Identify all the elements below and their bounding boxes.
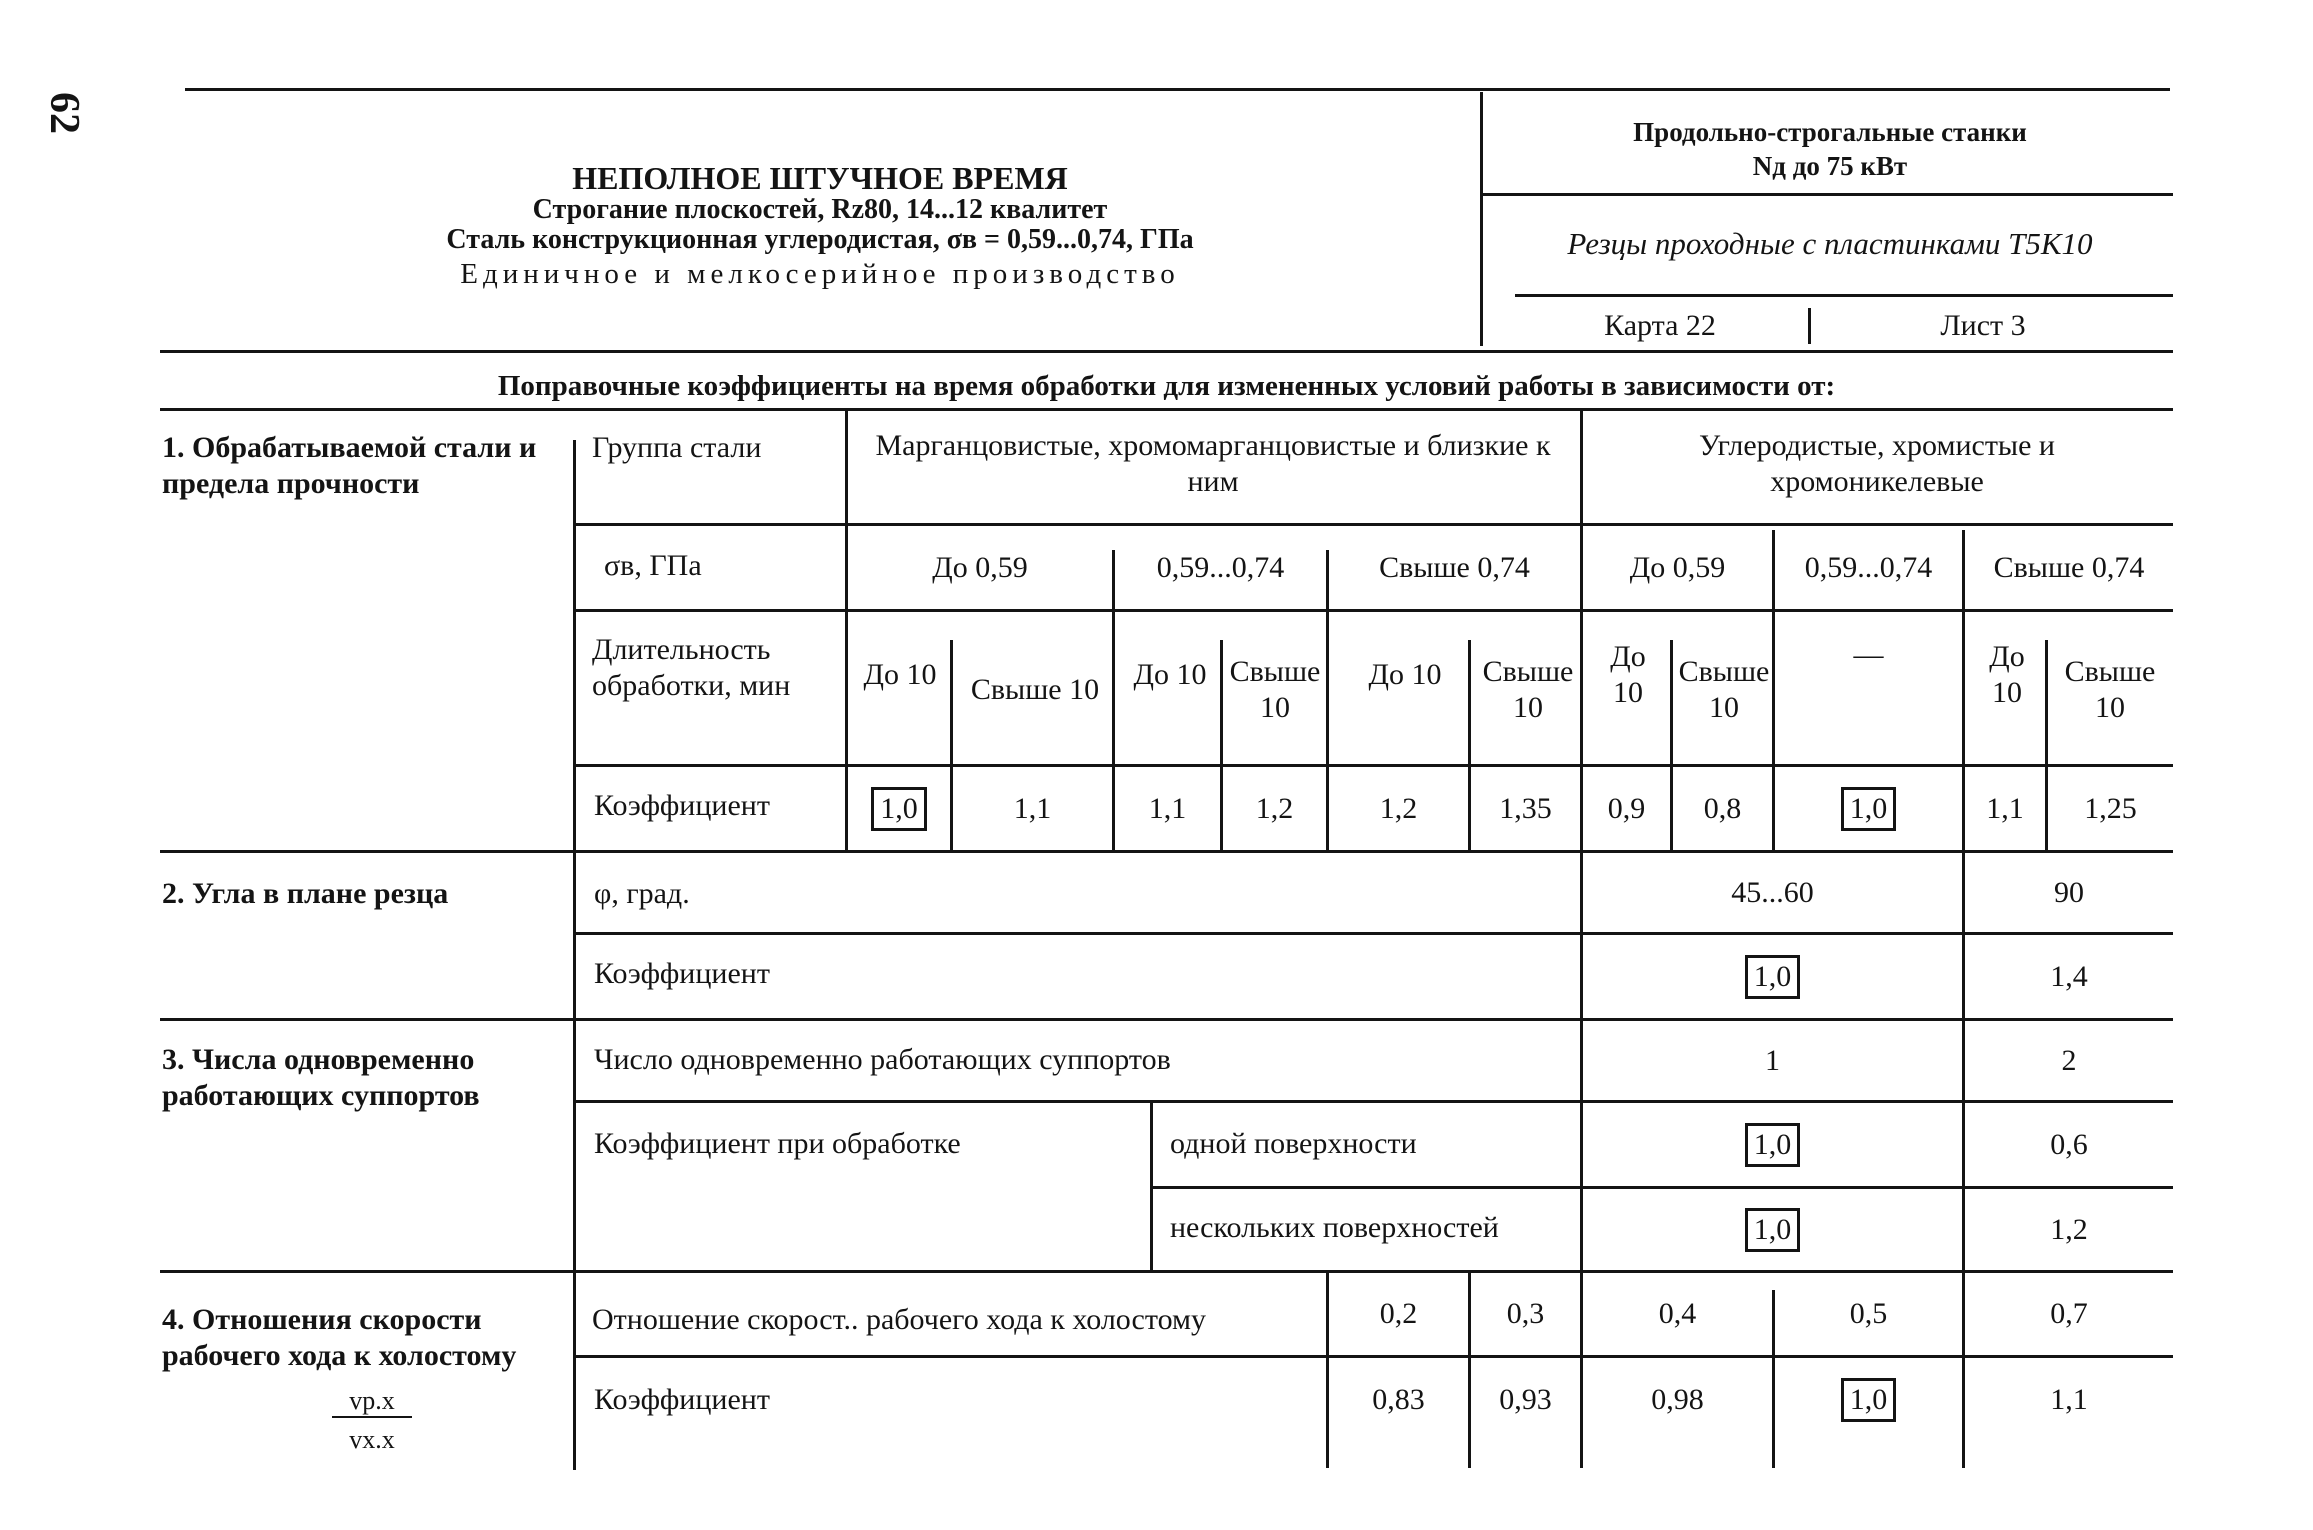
header-rule-2: [1515, 294, 2173, 297]
s1-coef-3: 1,2: [1255, 791, 1294, 825]
s4-ratio-0: 0,2: [1379, 1297, 1418, 1330]
s3-coef-one-1: 0,6: [2050, 1127, 2088, 1161]
s2-phi-1: 90: [2054, 875, 2084, 909]
s1-duration-label: Длительность обработки, мин: [592, 633, 791, 702]
s1-dur-b2-over: Свыше 10: [2064, 655, 2156, 724]
s2-coef-1: 1,4: [2050, 959, 2088, 993]
header-vertical-divider: [1480, 92, 1483, 346]
s4-coef-1: 0,93: [1499, 1383, 1552, 1416]
s1-sigma-b-1: 0,59...0,74: [1804, 550, 1933, 584]
s4-ratio-label: Отношение скорост.. рабочего хода к холостому: [592, 1303, 1206, 1336]
s1-dur-a0-upto: До 10: [863, 658, 937, 691]
s1-sigma-b-2: Свыше 0,74: [1993, 550, 2145, 584]
label-column-divider: [573, 440, 576, 1470]
s1-dur-a1-upto: До 10: [1133, 658, 1207, 691]
card-sheet-divider: [1808, 308, 1811, 344]
s1-coef-6: 0,9: [1607, 791, 1646, 825]
s1-coef-2: 1,1: [1148, 791, 1187, 825]
base-value-box: 1,0: [1745, 1123, 1801, 1167]
s3-coef-one-0: [1583, 1103, 1962, 1186]
s3-count-label: Число одновременно работающих суппортов: [594, 1043, 1171, 1076]
rule-s1-sigma: [576, 609, 2173, 612]
s4-coef-4: 1,1: [2050, 1383, 2088, 1416]
card-number: Карта 22: [1604, 309, 1716, 342]
s1-dur-a0-over: Свыше 10: [970, 673, 1100, 706]
header-rule-1: [1483, 193, 2173, 196]
s4-coef-label: Коэффициент: [594, 1383, 770, 1416]
s1-coef-1: 1,1: [1013, 791, 1052, 825]
s4-ratio-4: 0,7: [2050, 1297, 2088, 1330]
base-value-box: 1,0: [1841, 787, 1897, 831]
s1-coef-7: 0,8: [1703, 791, 1742, 825]
s1-sigma-b-0: До 0,59: [1629, 550, 1726, 584]
base-value-box: 1,0: [1841, 1378, 1897, 1422]
s2-phi-label: φ, град.: [594, 877, 690, 910]
s1-dur-a2-upto: До 10: [1368, 658, 1442, 691]
table-title-rule: [160, 408, 2173, 411]
machine-type: Продольно-строгальные станки: [1633, 116, 2027, 147]
s3-coef-several-0: [1583, 1189, 1962, 1270]
s1-dur-b1-dash: —: [1853, 638, 1884, 671]
s1-dur-a1-over: Свыше 10: [1229, 655, 1321, 724]
s2-coef-label: Коэффициент: [594, 957, 770, 990]
s1-dur-b2-upto: До 10: [1989, 640, 2025, 709]
s1-sigma-a-0: До 0,59: [932, 550, 1028, 584]
s1-group-b: Углеродистые, хромистые и хромоникелевые: [1699, 429, 2055, 498]
page-number: 62: [41, 92, 87, 134]
s1-coef-10: 1,25: [2084, 791, 2137, 825]
table-top-rule: [160, 350, 2173, 353]
s3-label: 3. Числа одновременно работающих суппортов: [162, 1043, 480, 1112]
s3-several-surfaces: нескольких поверхностей: [1170, 1211, 1499, 1244]
s2-coef-0: [1583, 935, 1962, 1018]
s3-count-0: 1: [1765, 1043, 1780, 1077]
s1-coef-0: [848, 767, 950, 850]
s1-label: 1. Обрабатываемой стали и предела прочности: [162, 431, 537, 500]
s1-group-a: Марганцовистые, хромомарганцовистые и близкие к ним: [875, 429, 1551, 498]
s1-coef-5: 1,35: [1499, 791, 1552, 825]
s3-one-surface: одной поверхности: [1170, 1127, 1417, 1160]
s1-steel-group-label: Группа стали: [592, 431, 762, 464]
s1-sigma-label: σв, ГПа: [604, 549, 702, 582]
base-value-box: 1,0: [1745, 955, 1801, 999]
base-value-box: 1,0: [871, 787, 927, 831]
header-title: НЕПОЛНОЕ ШТУЧНОЕ ВРЕМЯ: [572, 159, 1068, 196]
s1-dur-b0-upto: До 10: [1610, 640, 1646, 709]
sheet-number: Лист 3: [1940, 309, 2026, 342]
s4-ratio-1: 0,3: [1506, 1297, 1545, 1330]
s1-coef-9: 1,1: [1986, 791, 2024, 825]
s4-coef-0: 0,83: [1372, 1383, 1425, 1416]
table-title: Поправочные коэффициенты на время обработки для измененных условий работы в зависимости от:: [497, 369, 1836, 402]
s4-coef-3: [1775, 1358, 1962, 1442]
header-operation: Строгание плоскостей, Rz80, 14...12 квалитет: [532, 194, 1108, 226]
tool-type: Резцы проходные с пластинками T5K10: [1567, 226, 2093, 262]
header-production: Единичное и мелкосерийное производство: [460, 257, 1180, 290]
s1-coef-label: Коэффициент: [594, 789, 770, 822]
s4-label: 4. Отношения скорости рабочего хода к холостому: [162, 1303, 517, 1372]
header-top-rule: [185, 88, 2170, 91]
s4-formula-den: vх.х: [349, 1425, 395, 1454]
s3-v-surface: [1150, 1103, 1153, 1270]
s2-phi-0: 45...60: [1731, 875, 1814, 909]
s4-formula-num: vр.х: [332, 1385, 412, 1418]
s2-label: 2. Угла в плане резца: [162, 877, 449, 910]
s3-count-1: 2: [2061, 1043, 2077, 1077]
s1-sigma-a-1: 0,59...0,74: [1156, 550, 1285, 584]
header-material: Сталь конструкционная углеродистая, σв = 0,59...0,74, ГПа: [446, 224, 1194, 256]
machine-power: Nд до 75 кВт: [1752, 150, 1908, 181]
s1-dur-b0-over: Свыше 10: [1678, 655, 1770, 724]
s4-ratio-2: 0,4: [1658, 1297, 1697, 1330]
s1-dur-a2-over: Свыше 10: [1482, 655, 1574, 724]
s1-coef-8: [1775, 767, 1962, 850]
s4-coef-2: 0,98: [1651, 1383, 1704, 1416]
base-value-box: 1,0: [1745, 1208, 1801, 1252]
s4-ratio-3: 0,5: [1849, 1297, 1888, 1330]
s3-coef-several-1: 1,2: [2050, 1212, 2088, 1246]
s1-coef-4: 1,2: [1379, 791, 1418, 825]
s3-coef-label: Коэффициент при обработке: [594, 1127, 961, 1160]
s1-sigma-a-2: Свыше 0,74: [1379, 550, 1530, 584]
